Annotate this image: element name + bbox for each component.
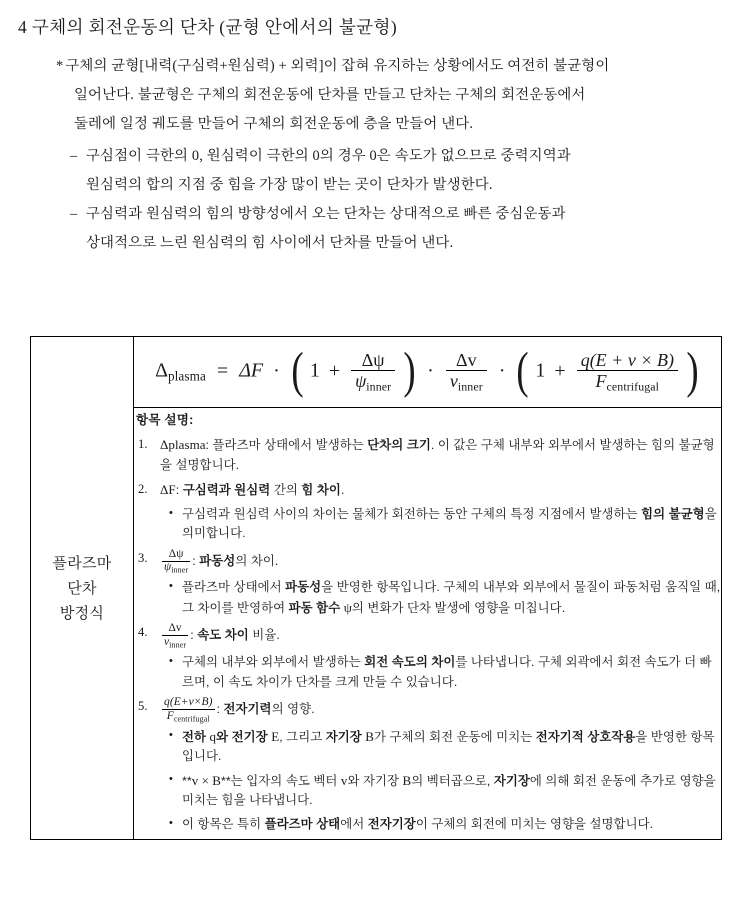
text-run: 의 벡터곱으로, bbox=[411, 773, 494, 788]
dash-list bbox=[0, 142, 738, 258]
table-label-cell bbox=[31, 337, 134, 840]
inner-subscript: inner bbox=[457, 379, 483, 394]
close-paren-2: ) bbox=[686, 343, 699, 400]
dash-item bbox=[70, 142, 724, 171]
list-item bbox=[160, 549, 721, 619]
label-line-2: 단차 bbox=[67, 579, 97, 597]
fraction-numerator bbox=[162, 697, 215, 710]
delta-plasma-term bbox=[160, 437, 206, 452]
dash-item bbox=[70, 200, 724, 229]
asterisk-mark: * bbox=[56, 58, 64, 74]
emphasis-text: 파동성 bbox=[199, 553, 236, 568]
emphasis-text: 힘의 불균형 bbox=[641, 506, 705, 521]
fraction-denominator bbox=[162, 562, 190, 575]
list-item bbox=[160, 435, 721, 475]
delta-f-term: ΔF bbox=[160, 482, 176, 497]
inner-subscript: inner bbox=[169, 640, 187, 650]
list-item bbox=[182, 505, 721, 544]
force-symbol: F bbox=[166, 709, 174, 722]
charge-symbol: q bbox=[580, 349, 590, 370]
b-field-symbol: B bbox=[402, 772, 412, 788]
text-run: 의 차이. bbox=[235, 553, 279, 568]
dash-item-line: 구심력과 원심력의 힘의 방향성에서 오는 단차는 상대적으로 빠른 중심운동과 bbox=[86, 206, 566, 222]
close-paren-1: ) bbox=[403, 343, 416, 400]
detail-section-title: 항목 설명: bbox=[136, 413, 194, 427]
fraction bbox=[162, 549, 190, 575]
text-run: 이 구체의 회전에 미치는 영향을 설명합니다. bbox=[415, 816, 654, 831]
psi-ratio-fraction bbox=[351, 351, 395, 393]
b-field-symbol: B bbox=[365, 728, 375, 744]
sub-bullet-list bbox=[160, 727, 721, 835]
v-symbol: v bbox=[164, 635, 170, 648]
emphasis-text: 파동성 bbox=[285, 580, 322, 595]
list-item bbox=[160, 697, 721, 834]
equals-sign: = bbox=[216, 359, 229, 382]
delta-glyph: Δ bbox=[155, 359, 168, 382]
emphasis-text: 힘 차이 bbox=[301, 483, 341, 497]
fraction-denominator bbox=[162, 636, 188, 649]
page-title: 4 구체의 회전운동의 단차 (균형 안에서의 불균형) bbox=[18, 17, 398, 37]
text-run: 에 의해 회전 운동에 추가로 영향을 미치는 힘을 나타냅니다. bbox=[182, 773, 716, 808]
fraction-numerator: Δv bbox=[446, 351, 487, 371]
psi-symbol: ψ bbox=[355, 370, 367, 391]
list-item-body bbox=[160, 697, 721, 723]
colon: : bbox=[190, 628, 194, 643]
open-paren-1: ( bbox=[291, 343, 304, 400]
label-line-3: 방정식 bbox=[59, 604, 105, 622]
colon: : bbox=[192, 553, 196, 568]
centrifugal-subscript: centrifugal bbox=[606, 379, 660, 394]
list-item-body bbox=[160, 623, 721, 649]
text-run: . bbox=[340, 483, 345, 497]
dash-marker: – bbox=[70, 148, 78, 164]
lorentz-ratio-fraction bbox=[160, 697, 217, 723]
list-item bbox=[182, 727, 721, 767]
psi-ratio-fraction bbox=[160, 549, 192, 575]
one-term-2: 1 bbox=[535, 359, 546, 382]
list-item-body bbox=[160, 549, 721, 575]
list-item bbox=[182, 653, 721, 692]
intro-line-text: 구체의 균형[내력(구심력+원심력) + 외력]이 잡혀 유지하는 상황에서도 여전히 불균형이 bbox=[65, 58, 610, 74]
emphasis-text: 자기장 bbox=[325, 729, 362, 744]
emphasis-text: 파동 함수 bbox=[288, 600, 341, 615]
dot-operator-2: · bbox=[427, 359, 434, 382]
charge-symbol: q bbox=[164, 696, 170, 709]
explanation-list bbox=[134, 435, 721, 834]
text-run: 와 자기장 bbox=[347, 773, 403, 788]
velocity-ratio-fraction bbox=[160, 623, 190, 649]
fraction bbox=[162, 623, 188, 649]
text-run: 구심력과 원심력 사이의 차이는 물체가 회전하는 동안 구체의 특정 지점에서 발생하는 bbox=[182, 506, 642, 521]
text-run: 을 반영한 항목입니다. 구체의 내부와 외부에서 물질이 파동처럼 움직일 때, 그 차이를 반영하여 bbox=[182, 580, 721, 615]
emphasis-text: 구심력과 원심력 bbox=[182, 483, 271, 497]
emphasis-text: 플라즈마 상태 bbox=[264, 816, 341, 831]
emphasis-text: 회전 속도의 차이 bbox=[364, 655, 456, 670]
plasma-subscript: plasma bbox=[167, 368, 206, 384]
label-line-1: 플라즈마 bbox=[52, 554, 112, 572]
plus-sign-2: + bbox=[554, 359, 566, 382]
fraction-numerator: Δψ bbox=[351, 351, 395, 371]
text-run: 플라즈마 상태에서 발생하는 bbox=[209, 438, 368, 452]
inner-subscript: inner bbox=[366, 379, 392, 394]
intro-paragraph-line-2: 일어난다. 불균형은 구체의 회전운동에 단차를 만들고 단차는 구체의 회전운동에서 bbox=[74, 87, 586, 103]
fraction-denominator bbox=[577, 371, 678, 393]
lorentz-ratio-fraction bbox=[577, 351, 678, 393]
text-run: 구체의 내부와 외부에서 발생하는 bbox=[182, 655, 365, 670]
velocity-ratio-fraction bbox=[446, 351, 487, 393]
inner-subscript: inner bbox=[171, 565, 189, 575]
psi-symbol: ψ bbox=[343, 599, 352, 615]
delta-glyph: Δ bbox=[160, 437, 169, 452]
delta-f-term: ΔF bbox=[239, 359, 264, 382]
lorentz-body: (E + v × B) bbox=[589, 349, 674, 370]
dash-item-continuation: 원심력의 합의 지점 중 힘을 가장 많이 받는 곳이 단차가 발생한다. bbox=[86, 177, 493, 193]
fraction-denominator bbox=[162, 710, 215, 723]
fraction-numerator: Δψ bbox=[162, 549, 190, 562]
intro-paragraph-line-1 bbox=[56, 52, 724, 81]
text-run: 에서 bbox=[340, 816, 368, 831]
list-item-body bbox=[160, 480, 721, 501]
emphasis-text: 전자기력 bbox=[223, 701, 272, 716]
text-run: ** bbox=[182, 773, 192, 788]
text-run: 가 구체의 회전 운동에 미치는 bbox=[374, 729, 536, 744]
dash-item-line: 구심점이 극한의 0, 원심력이 극한의 0의 경우 0은 속도가 없으므로 중력지역과 bbox=[86, 148, 571, 164]
sub-bullet-list bbox=[160, 653, 721, 692]
dash-item-continuation: 상대적으로 느린 원심력의 힘 사이에서 단차를 만들어 낸다. bbox=[86, 235, 454, 251]
psi-symbol: ψ bbox=[164, 561, 172, 573]
one-term: 1 bbox=[309, 359, 320, 382]
dash-marker: – bbox=[70, 206, 78, 222]
formula-cell bbox=[134, 337, 722, 408]
force-symbol: F bbox=[595, 370, 607, 391]
v-symbol: v bbox=[449, 370, 458, 391]
text-run: 플라즈마 상태에서 bbox=[182, 580, 286, 595]
text-run: , 그리고 bbox=[279, 729, 326, 744]
text-run: 의 영향. bbox=[271, 701, 315, 716]
plus-sign: + bbox=[328, 359, 341, 382]
plasma-subscript: plasma bbox=[168, 437, 206, 452]
dot-operator-3: · bbox=[498, 359, 506, 382]
plasma-step-equation bbox=[155, 343, 700, 400]
sub-bullet-list bbox=[160, 578, 721, 618]
emphasis-text: 속도 차이 bbox=[197, 628, 249, 643]
sub-bullet-list bbox=[160, 505, 721, 544]
emphasis-text: 와 전기장 bbox=[216, 729, 268, 744]
e-field-symbol: E bbox=[271, 728, 280, 744]
fraction-denominator bbox=[446, 371, 487, 393]
dot-operator: · bbox=[273, 359, 280, 382]
list-item bbox=[182, 578, 721, 618]
v-cross-b-term: v × B bbox=[191, 772, 222, 788]
v-vector-symbol: v bbox=[340, 772, 348, 788]
emphasis-text: 전하 bbox=[182, 729, 207, 744]
detail-cell bbox=[134, 408, 722, 840]
list-item bbox=[182, 815, 721, 835]
text-run: 을 반영한 항목입니다. bbox=[182, 729, 715, 764]
list-item bbox=[160, 623, 721, 692]
text-run: 비율. bbox=[248, 628, 280, 643]
colon: : bbox=[216, 701, 220, 716]
intro-section bbox=[0, 52, 738, 139]
plasma-equation-table bbox=[30, 336, 722, 840]
fraction-numerator bbox=[577, 351, 678, 371]
emphasis-text: 단차의 크기 bbox=[367, 438, 431, 452]
fraction-numerator: Δv bbox=[162, 623, 188, 636]
colon: : bbox=[205, 438, 210, 452]
open-paren-2: ( bbox=[516, 343, 530, 400]
text-run: 을 의미합니다. bbox=[182, 506, 717, 540]
list-item-body bbox=[160, 435, 721, 475]
text-run: 간의 bbox=[270, 483, 302, 497]
list-item bbox=[160, 480, 721, 544]
charge-symbol: q bbox=[209, 728, 217, 744]
text-run: 이 항목은 특히 bbox=[182, 816, 265, 831]
fraction-denominator bbox=[351, 371, 395, 393]
text-run: 를 나타냅니다. 구체 외곽에서 회전 속도가 더 빠르며, 이 속도 차이가 단차를 크게 만들 수 있습니다. bbox=[182, 655, 712, 689]
emphasis-text: 전자기장 bbox=[367, 816, 416, 831]
text-run: . 이 값은 구체 내부와 외부에서 발생하는 힘의 불균형을 설명합니다. bbox=[160, 438, 715, 472]
text-run: **는 입자의 속도 벡터 bbox=[221, 773, 341, 788]
colon: : bbox=[175, 483, 180, 497]
text-run: 의 변화가 단차 발생에 영향을 미칩니다. bbox=[351, 600, 566, 615]
list-item bbox=[182, 771, 721, 811]
emphasis-text: 전자기적 상호작용 bbox=[535, 729, 636, 744]
lorentz-body: (E+v×B) bbox=[169, 696, 213, 709]
intro-paragraph-line-3: 둘레에 일정 궤도를 만들어 구체의 회전운동에 층을 만들어 낸다. bbox=[74, 116, 474, 132]
centrifugal-subscript: centrifugal bbox=[173, 713, 210, 723]
emphasis-text: 자기장 bbox=[493, 773, 530, 788]
fraction bbox=[162, 697, 215, 723]
